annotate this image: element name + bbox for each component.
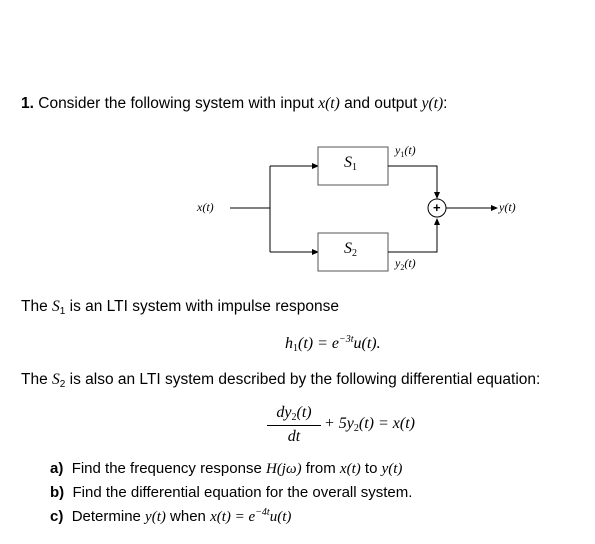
y1-letter: y bbox=[395, 143, 401, 157]
y2-label bbox=[395, 256, 416, 272]
s1-desc-pre: The bbox=[21, 298, 53, 315]
part-a-text2: from bbox=[301, 460, 340, 477]
intro-colon: : bbox=[443, 95, 448, 112]
s1-subscript: 1 bbox=[352, 162, 357, 173]
part-c-math3: u(t) bbox=[269, 509, 292, 525]
y1-label bbox=[395, 143, 416, 159]
part-a-math2: x(t) bbox=[339, 461, 361, 477]
y2-subscript: 2 bbox=[400, 263, 405, 272]
part-a-label: a) bbox=[50, 460, 64, 477]
part-b-text: Find the differential equation for the overall system. bbox=[72, 484, 413, 501]
eq2-rest bbox=[324, 415, 415, 434]
eq1-exponent: −3t bbox=[339, 334, 354, 345]
part-a-text3: to bbox=[360, 460, 382, 477]
part-c-text2: when bbox=[165, 508, 211, 525]
s2-desc-sub: 2 bbox=[59, 379, 66, 390]
part-a-math1: H(jω) bbox=[265, 461, 302, 477]
eq2-num-sub: 2 bbox=[291, 412, 297, 423]
eq2-rest-pre: + 5y bbox=[324, 415, 354, 432]
s1-description bbox=[21, 298, 339, 317]
part-c bbox=[50, 507, 291, 526]
s2-letter: S bbox=[344, 240, 352, 257]
problem-number: 1. bbox=[21, 95, 34, 112]
eq1-rhs: u(t). bbox=[353, 335, 381, 352]
s2-label bbox=[344, 240, 357, 259]
eq1-mid: (t) = e bbox=[298, 335, 339, 352]
y2-letter: y bbox=[395, 256, 401, 270]
eq2-num-dy: dy bbox=[276, 404, 292, 421]
intro-text: Consider the following system with input bbox=[38, 95, 319, 112]
s2-desc-symbol: S bbox=[52, 371, 60, 388]
impulse-response-equation bbox=[285, 334, 381, 354]
part-a-text: Find the frequency response bbox=[71, 460, 266, 477]
eq1-sub: 1 bbox=[293, 343, 298, 354]
y1-arg: (t) bbox=[404, 143, 416, 157]
y2-arg: (t) bbox=[404, 256, 416, 270]
eq2-num-arg: (t) bbox=[296, 404, 312, 421]
sum-symbol: + bbox=[433, 200, 441, 215]
eq2-numerator bbox=[266, 404, 322, 423]
part-c-math1: y(t) bbox=[145, 509, 166, 525]
y1-subscript: 1 bbox=[400, 150, 405, 159]
s2-desc-pre: The bbox=[21, 371, 53, 388]
s1-desc-post: is an LTI system with impulse response bbox=[65, 298, 339, 315]
part-b bbox=[50, 484, 412, 501]
part-a-math3: y(t) bbox=[381, 461, 403, 477]
s1-desc-sub: 1 bbox=[59, 306, 66, 317]
part-b-label: b) bbox=[50, 484, 65, 501]
eq2-rest-sub: 2 bbox=[353, 423, 359, 434]
eq2-fraction-bar bbox=[267, 425, 321, 426]
y1-path bbox=[388, 166, 437, 198]
part-c-label: c) bbox=[50, 508, 64, 525]
s1-letter: S bbox=[344, 154, 352, 171]
part-a bbox=[50, 460, 402, 478]
intro-mid-text: and output bbox=[339, 95, 422, 112]
intro-output: y(t) bbox=[421, 95, 444, 112]
s1-desc-symbol: S bbox=[52, 298, 60, 315]
eq2-denominator: dt bbox=[287, 428, 301, 445]
diagram-input-label: x(t) bbox=[197, 200, 214, 214]
y2-path bbox=[388, 219, 437, 252]
part-c-math2: x(t) = e bbox=[210, 509, 256, 525]
s2-subscript: 2 bbox=[352, 248, 357, 259]
s1-label bbox=[344, 154, 357, 173]
eq1-h: h bbox=[285, 335, 293, 352]
diagram-output-label: y(t) bbox=[499, 200, 516, 214]
part-c-text: Determine bbox=[71, 508, 146, 525]
s2-desc-post: is also an LTI system described by the following differential equation: bbox=[65, 371, 541, 388]
part-c-exponent: −4t bbox=[255, 507, 270, 518]
intro-input: x(t) bbox=[318, 95, 340, 112]
s2-description bbox=[21, 371, 540, 390]
eq2-rest-post: (t) = x(t) bbox=[358, 415, 416, 432]
